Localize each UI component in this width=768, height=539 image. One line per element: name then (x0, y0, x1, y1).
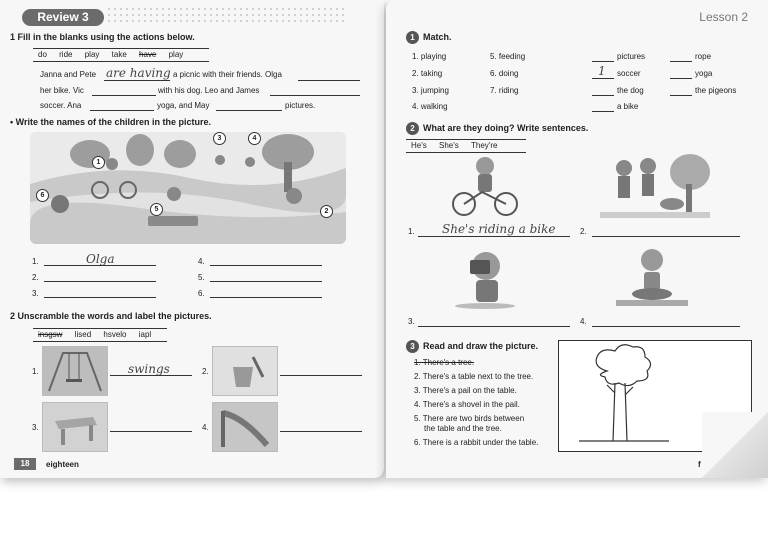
match-blank[interactable] (592, 61, 614, 62)
review-badge (22, 9, 104, 26)
match-blank[interactable] (592, 78, 614, 79)
match-option: the pigeons (695, 86, 737, 95)
match-blank[interactable] (670, 95, 692, 96)
match-option: the dog (617, 86, 644, 95)
page-number-badge: 18 (14, 458, 36, 470)
draw-sentence: 2. There's a table next to the tree. (414, 372, 534, 381)
ex2-word-box (33, 328, 167, 342)
ex1-blank-5[interactable] (90, 110, 154, 111)
word-3: play (84, 50, 100, 59)
ex1b-instruction: Write the names of the children in the picture. (15, 117, 212, 127)
sentence-number: 4. (580, 317, 587, 326)
ex1-word-box (33, 48, 209, 62)
sentence-answer-1: She's riding a bike (442, 222, 556, 236)
ex2-instruction: Unscramble the words and label the pictures. (17, 311, 212, 321)
picture-label-3: 3 (213, 132, 226, 145)
table-photo (42, 402, 108, 452)
match-item: 2. taking (412, 69, 443, 78)
ex1-instruction: Fill in the blanks using the actions below. (17, 32, 195, 42)
ex1-blank-3[interactable] (92, 95, 156, 96)
ex1-blank-1[interactable] (104, 80, 170, 81)
ex1-answer-1: are having (106, 66, 171, 80)
match-item: 6. doing (490, 69, 519, 78)
ex1-text: yoga, and May (157, 101, 210, 110)
word-4: take (111, 50, 127, 59)
draw-sentence: the table and the tree. (424, 424, 502, 433)
draw-sentence: 5. There are two birds between (414, 414, 525, 423)
match-blank[interactable] (670, 61, 692, 62)
picture-label-2: 2 (320, 205, 333, 218)
swings-photo (42, 346, 108, 396)
match-item: 7. riding (490, 86, 519, 95)
right-page (386, 0, 768, 478)
label-item-number: 3. (32, 423, 39, 432)
draw-instruction: Read and draw the picture. (423, 341, 539, 351)
draw-sentence: 1. There's a tree. (414, 358, 475, 367)
page-number-word: eighteen (46, 460, 79, 469)
sentence-number: 2. (580, 227, 587, 236)
sentence-blank-4[interactable] (592, 326, 740, 327)
girl-riding-bike-picture (450, 152, 520, 218)
boys-walking-dog-picture (600, 150, 710, 220)
lesson-title: Lesson 2 (699, 10, 748, 24)
match-instruction: Match. (423, 32, 452, 42)
pail-shovel-photo (212, 346, 278, 396)
sentence-number: 1. (408, 227, 415, 236)
left-page (0, 0, 384, 478)
ex1-text: pictures. (285, 101, 316, 110)
scrambled-word-2: lised (74, 330, 92, 339)
draw-sentence: 4. There's a shovel in the pail. (414, 400, 520, 409)
review-title: Review 3 (37, 10, 89, 24)
label-item-number: 2. (202, 367, 209, 376)
label-blank-3[interactable] (110, 431, 192, 432)
park-scene (30, 132, 346, 244)
names-answer-1: Olga (86, 252, 115, 266)
word-2: ride (59, 50, 73, 59)
ex3-badge: 3 (406, 340, 419, 353)
sentence-blank-2[interactable] (592, 236, 740, 237)
ex1-blank-2[interactable] (298, 80, 360, 81)
table-drawing (43, 403, 107, 451)
header-dots (106, 6, 346, 22)
ex1-text: with his dog. Leo and James (158, 86, 260, 95)
ex1-text: a picnic with their friends. Olga (173, 70, 282, 79)
park-illustration (30, 132, 346, 244)
match-item: 3. jumping (412, 86, 449, 95)
match-option: yoga (695, 69, 713, 78)
slide-photo (212, 402, 278, 452)
match-option: a bike (617, 102, 639, 111)
ex1-blank-4[interactable] (270, 95, 360, 96)
match-item: 1. playing (412, 52, 447, 61)
names-blank-6[interactable] (210, 297, 322, 298)
swings-drawing (43, 347, 107, 395)
girl-doing-yoga-picture (612, 244, 692, 310)
names-item-number: 4. (198, 257, 205, 266)
picture-label-1: 1 (92, 156, 105, 169)
draw-sentence: 6. There is a rabbit under the table. (414, 438, 539, 447)
word-1: do (38, 50, 47, 59)
sentences-instruction: What are they doing? Write sentences. (423, 123, 589, 133)
names-item-number: 6. (198, 289, 205, 298)
ex1-text: her bike. Vic (40, 86, 84, 95)
sentence-number: 3. (408, 317, 415, 326)
picture-label-6: 6 (36, 189, 49, 202)
ex1-line-1 (40, 70, 96, 79)
label-item-number: 1. (32, 367, 39, 376)
match-answer-soccer: 1 (598, 64, 606, 78)
pronoun-3: They're (471, 141, 498, 150)
pronoun-2: She's (439, 141, 459, 150)
names-item-number: 1. (32, 257, 39, 266)
boy-taking-pictures-picture (450, 244, 520, 310)
word-6: play (168, 50, 184, 59)
match-option: soccer (617, 69, 641, 78)
names-blank-4[interactable] (210, 265, 322, 266)
label-item-number: 4. (202, 423, 209, 432)
match-item: 4. walking (412, 102, 448, 111)
match-item: 5. feeding (490, 52, 526, 61)
label-blank-1[interactable] (110, 375, 192, 376)
match-option: pictures (617, 52, 646, 61)
names-blank-3[interactable] (44, 297, 156, 298)
page-number-word: f (698, 460, 701, 469)
match-blank[interactable] (670, 78, 692, 79)
bike-drawing (450, 152, 520, 218)
bullet: • (10, 117, 14, 127)
page-curl (702, 412, 768, 478)
label-answer-1: swings (128, 362, 170, 376)
ex1-heading (10, 32, 195, 42)
ex1-badge: 1 (406, 31, 419, 44)
slide-drawing (213, 403, 277, 451)
sentence-blank-3[interactable] (418, 326, 570, 327)
label-blank-2[interactable] (280, 375, 362, 376)
names-blank-1[interactable] (44, 265, 156, 266)
pronoun-1: He's (411, 141, 427, 150)
ex1b-heading (10, 117, 211, 127)
label-blank-4[interactable] (280, 431, 362, 432)
camera-drawing (450, 244, 520, 310)
ex1-number: 1 (10, 32, 16, 42)
names-blank-2[interactable] (44, 281, 156, 282)
names-blank-5[interactable] (210, 281, 322, 282)
ex2-heading (10, 311, 212, 321)
ex1-blank-6[interactable] (216, 110, 282, 111)
ex2-badge: 2 (406, 122, 419, 135)
names-item-number: 3. (32, 289, 39, 298)
scrambled-word-1-used: insgsw (38, 330, 63, 339)
ex1-text: Janna and Pete (40, 70, 97, 79)
scrambled-word-4: iapl (138, 330, 152, 339)
yoga-drawing (612, 244, 692, 310)
ex1-text: soccer. Ana (40, 101, 82, 110)
names-item-number: 2. (32, 273, 39, 282)
match-option: rope (695, 52, 712, 61)
names-item-number: 5. (198, 273, 205, 282)
match-blank[interactable] (592, 111, 614, 112)
scrambled-word-3: hsvelo (103, 330, 127, 339)
word-5-used: have (139, 50, 157, 59)
walking-drawing (600, 150, 710, 220)
sentence-blank-1[interactable] (418, 236, 570, 237)
ex2-number: 2 (10, 311, 16, 321)
picture-label-5: 5 (150, 203, 163, 216)
pail-drawing (213, 347, 277, 395)
draw-sentence: 3. There's a pail on the table. (414, 386, 517, 395)
pronoun-box (406, 139, 526, 153)
picture-label-4: 4 (248, 132, 261, 145)
match-blank[interactable] (592, 95, 614, 96)
